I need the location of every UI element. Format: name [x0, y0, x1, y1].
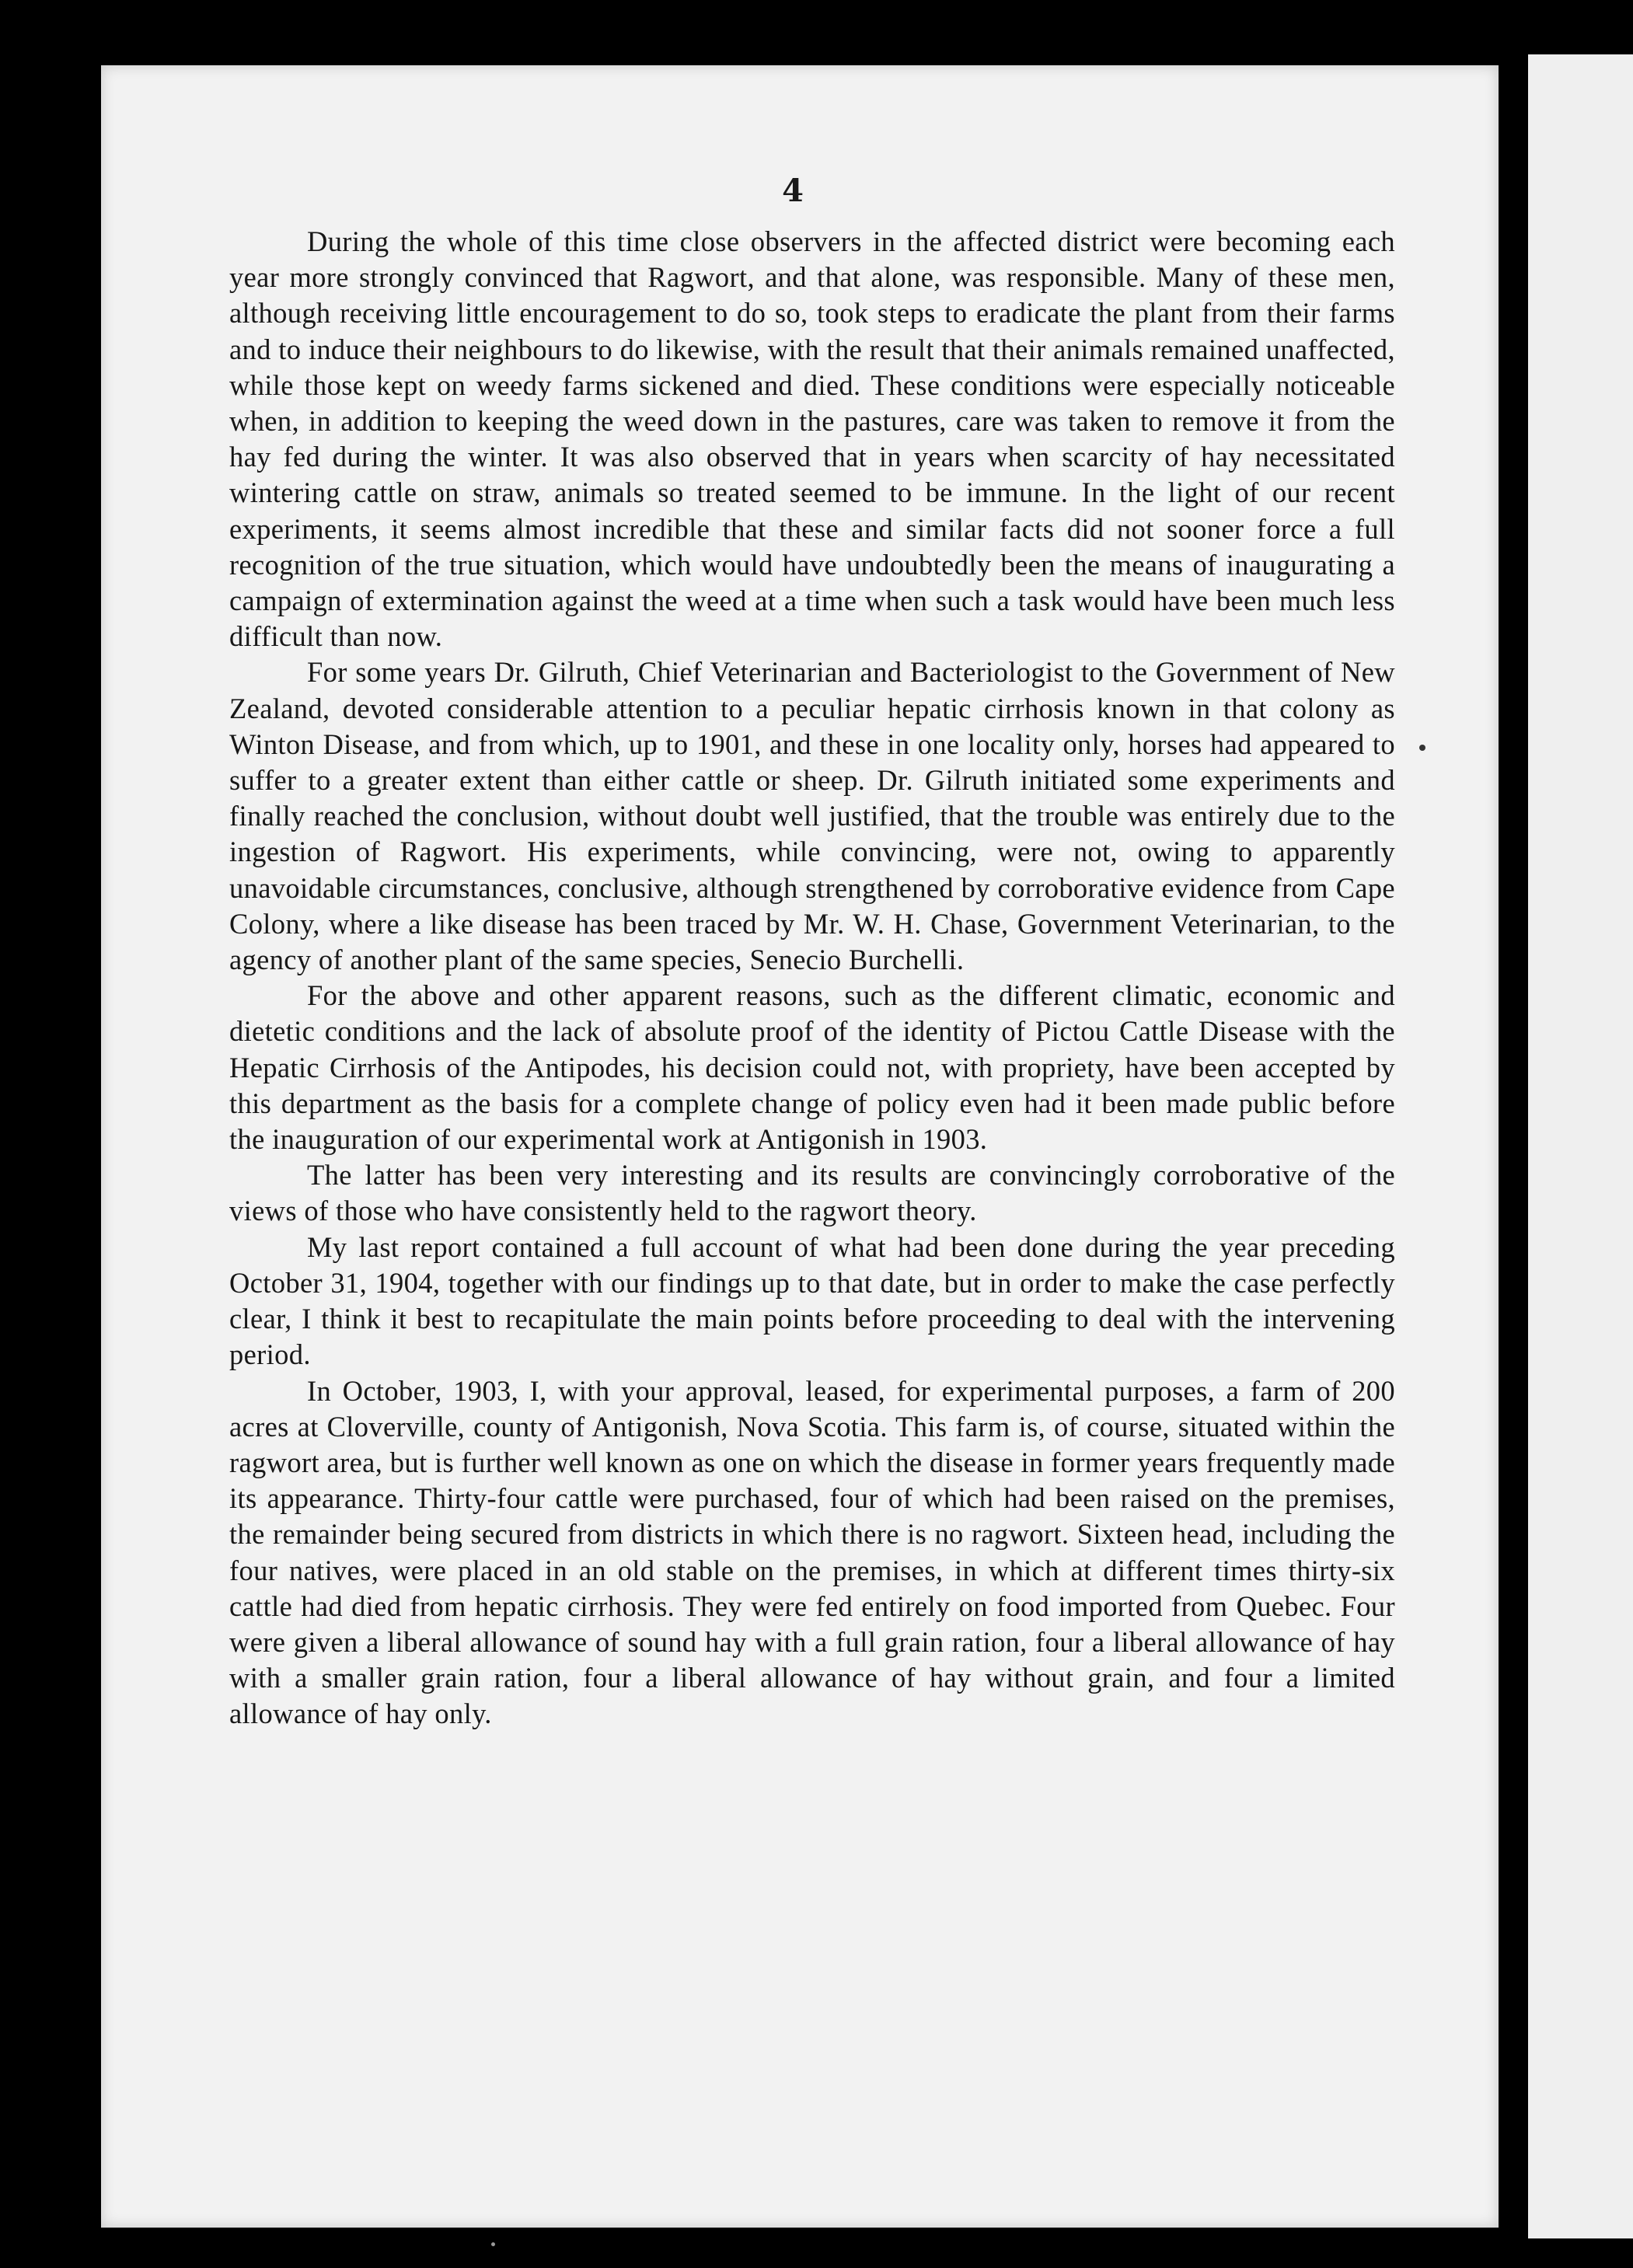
paragraph: The latter has been very interesting and its results are convincingly corroborative of the views of those who have consistently held to the ragwort theory.: [229, 1159, 1395, 1227]
paragraph: For the above and other apparent reasons, such as the different climatic, economic and dietetic conditions and the lack of absolute proof of the identity of Pictou Cattle Disease with the Hepatic Cirrhosis of the Antipodes, his decision could not, with propriety, have been accepted by this department as the basis for a complete change of policy even had it been made public before the inauguration of our experimental work at Antigonish in 1903.: [229, 979, 1395, 1156]
margin-mark: [491, 2242, 495, 2246]
margin-mark: [1419, 745, 1425, 751]
adjacent-page-edge: [1528, 54, 1633, 2238]
paragraph: For some years Dr. Gilruth, Chief Veterinarian and Bacteriologist to the Government of New Zealand, devoted considerable attention to a peculiar hepatic cirrhosis known in that colony as Winton Disease, and from which, up to 1901, and these in one locality only, horses had appeared to suffer to a greater extent than either cattle or sheep. Dr. Gilruth initiated some experiments and finally reached the conclusion, without doubt well justified, that the trouble was entirely due to the ingestion of Ragwort. His experiments, while convincing, were not, owing to apparently unavoidable circumstances, conclusive, although strengthened by corroborative evidence from Cape Colony, where a like disease has been traced by Mr. W. H. Chase, Government Veterinarian, to the agency of another plant of the same species, Senecio Burchelli.: [229, 656, 1395, 976]
paragraph: During the whole of this time close observers in the affected district were becoming each year more strongly convinced that Ragwort, and that alone, was responsible. Many of these men, although receiving little encouragement to do so, took steps to eradicate the plant from their farms and to induce their neighbours to do likewise, with the result that their animals remained unaffected, while those kept on weedy farms sickened and died. These conditions were especially noticeable when, in addition to keeping the weed down in the pastures, care was taken to remove it from the hay fed during the winter. It was also observed that in years when scarcity of hay necessitated wintering cattle on straw, animals so treated seemed to be immune. In the light of our recent experiments, it seems almost incredible that these and similar facts did not sooner force a full recognition of the true situation, which would have undoubtedly been the means of inaugurating a campaign of extermination against the weed at a time when such a task would have been much less difficult than now.: [229, 225, 1395, 653]
paragraph: In October, 1903, I, with your approval, leased, for experimental purposes, a farm of 200 acres at Cloverville, county of Antigonish, Nova Scotia. This farm is, of course, situated within the ragwort area, but is further well known as one on which the disease in former years frequently made its appearance. Thirty-four cattle were purchased, four of which had been raised on the premises, the remainder being secured from districts in which there is no ragwort. Sixteen head, including the four natives, were placed in an old stable on the premises, in which at different times thirty-six cattle had died from hepatic cirrhosis. They were fed entirely on food imported from Quebec. Four were given a liberal allowance of sound hay with a full grain ration, four a liberal allowance of hay with a smaller grain ration, four a liberal allowance of hay without grain, and four a limited allowance of hay only.: [229, 1374, 1395, 1730]
paragraph: My last report contained a full account of what had been done during the year preceding October 31, 1904, together with our findings up to that date, but in order to make the case perfectly clear, I think it best to recapitulate the main points before proceeding to deal with the intervening period.: [229, 1230, 1395, 1371]
page-number: 4: [782, 173, 804, 209]
body-text: [229, 224, 1395, 1732]
